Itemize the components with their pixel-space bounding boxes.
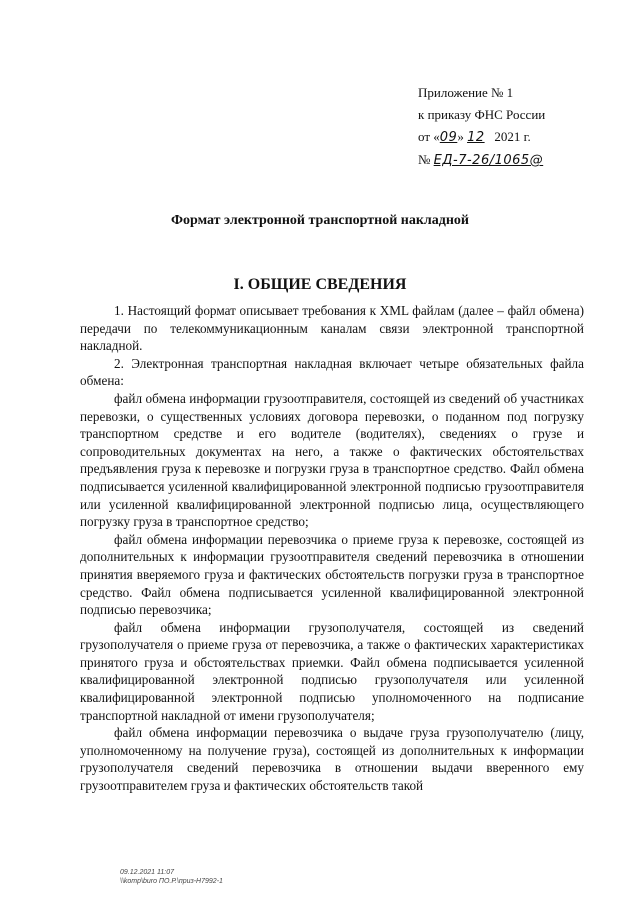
date-year: 2021 г. xyxy=(494,129,531,144)
section-title: I. ОБЩИЕ СВЕДЕНИЯ xyxy=(233,276,407,293)
footer-timestamp: 09.12.2021 11:07 xyxy=(120,869,174,876)
number-value: ЕД-7-26/1065@ xyxy=(433,153,544,168)
paragraph-3: файл обмена информации грузоотправителя, состоящей из сведений об участниках перевозки, о существенных условиях договора перевозки, о поданном под погрузку транспортном средстве и его водителе (водителях), сведениях о грузе и сопроводительных документах на него, а также о фактических обстоятельствах предъявления груза к перевозке и погрузки груза в транспортное средство. Файл обмена подписывается усиленной квалифицированной электронной подписью грузоотправителя или усиленной квалифицированной электронной подписью лица, осуществляющего погрузку груза в транспортное средство; xyxy=(80,390,584,530)
paragraph-2: 2. Электронная транспортная накладная включает четыре обязательных файла обмена: xyxy=(80,355,584,389)
paragraph-6: файл обмена информации перевозчика о выдаче груза грузополучателю (лицу, уполномоченному на получение груза), состоящей из дополнительных к информации грузополучателя сведений перевозчика в отношении выдачи вверенного ему грузоотправителем груза и фактических обстоятельств такой xyxy=(80,725,584,794)
page-footer xyxy=(120,868,223,886)
order-number xyxy=(418,149,545,172)
order-label: к приказу ФНС России xyxy=(418,107,546,122)
date-prefix: от « xyxy=(418,129,440,144)
paragraph-5: файл обмена информации грузополучателя, состоящей из сведений грузополучателя о приеме груза от перевозчика, а также о фактических характеристиках принятого груза и обстоятельствах приемки. Файл обмена подписывается усиленной квалифицированной электронной подписью грузополучателя или усиленной квалифицированной электронной подписью уполномоченного на подписание транспортной накладной от имени грузополучателя; xyxy=(80,619,584,723)
appendix-header xyxy=(418,82,545,172)
document-title: Формат электронной транспортной накладной xyxy=(170,213,469,228)
date-mid: » xyxy=(457,129,464,144)
order-date xyxy=(418,126,545,149)
paragraph-1: 1. Настоящий формат описывает требования к XML файлам (далее – файл обмена) передачи по телекоммуникационным каналам связи электронной транспортной накладной. xyxy=(80,303,584,354)
document-body xyxy=(80,302,584,795)
paragraph-4: файл обмена информации перевозчика о приеме груза к перевозке, состоящей из дополнительных к информации грузоотправителя сведений перевозчика в отношении принятия вверяемого груза и фактических обстоятельств погрузки груза в транспортное средство. Файл обмена подписывается усиленной квалифицированной электронной подписью перевозчика; xyxy=(80,531,584,618)
appendix-label: Приложение № 1 xyxy=(418,85,514,100)
date-month: 12 xyxy=(467,130,485,145)
number-prefix: № xyxy=(418,152,431,167)
date-day: 09 xyxy=(439,130,458,145)
footer-path: \\komp\buro ПО.Р.\приз-Н7992-1 xyxy=(120,878,223,885)
